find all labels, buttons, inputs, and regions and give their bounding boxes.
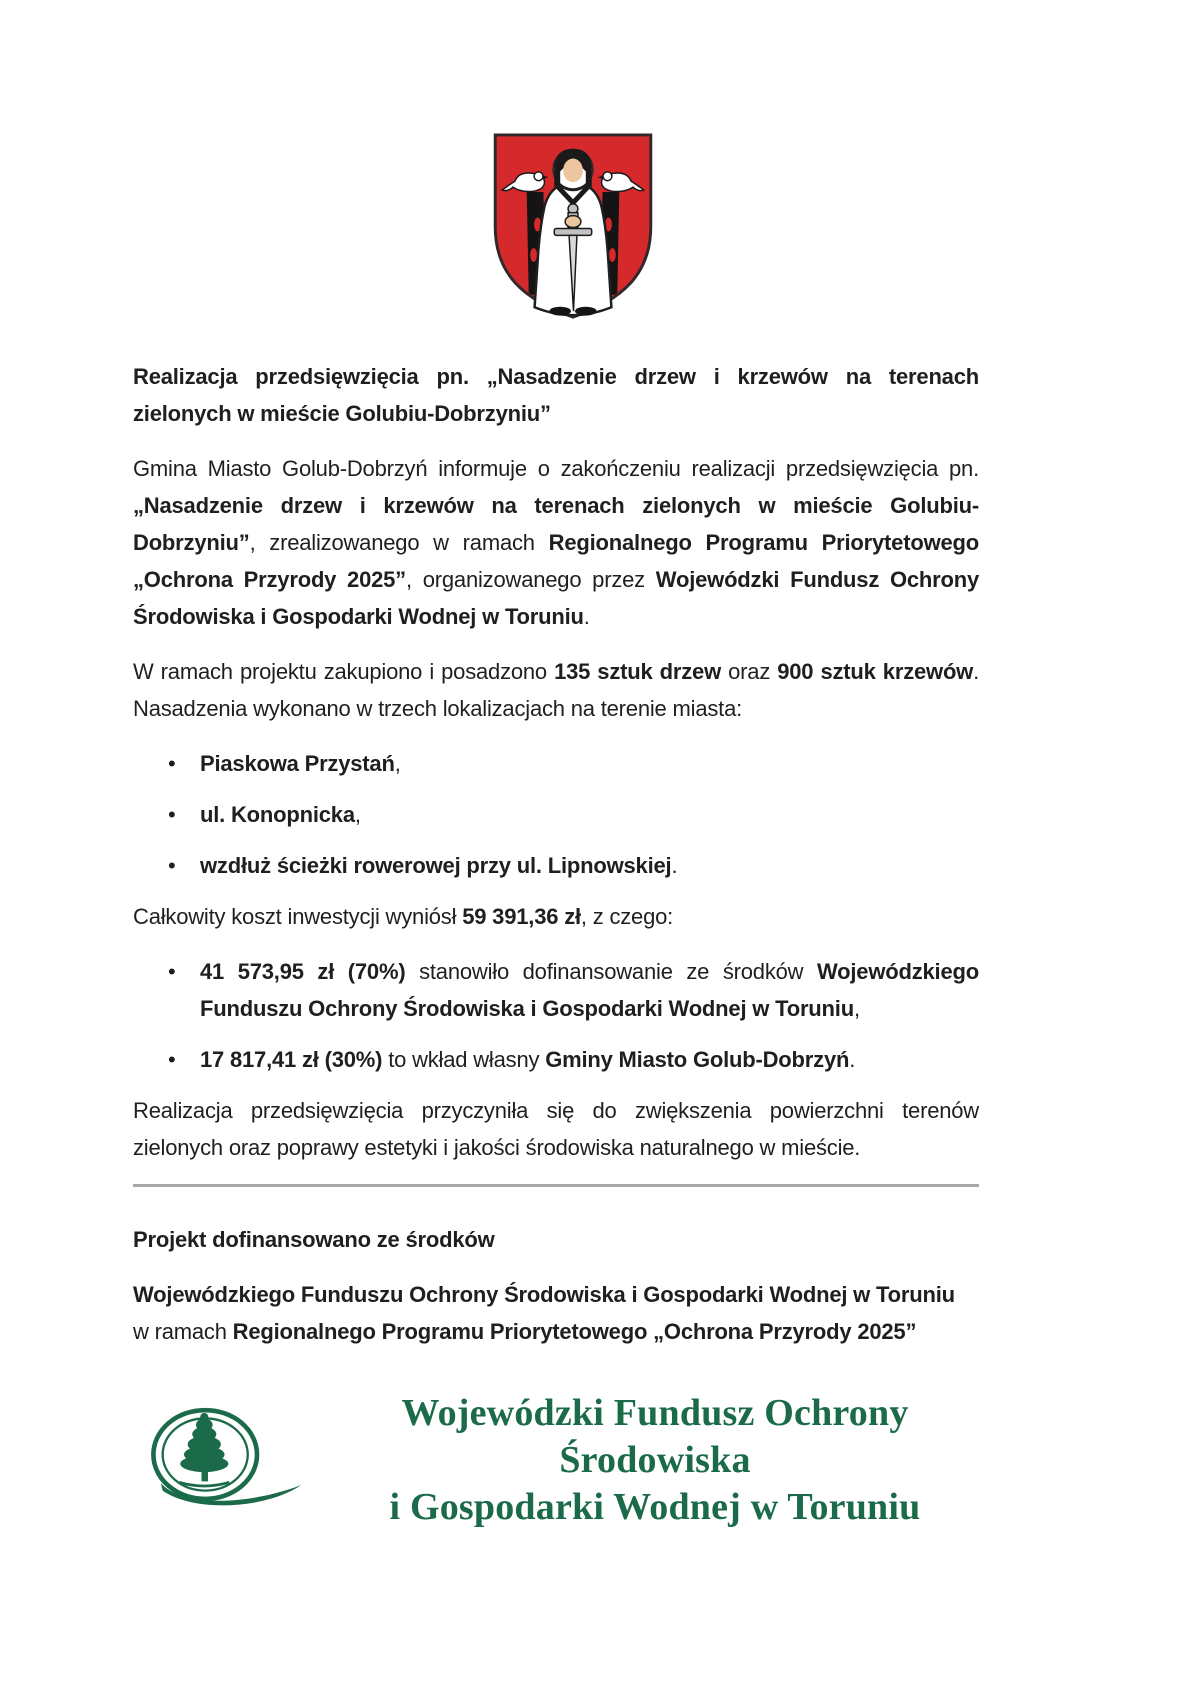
bullet-icon: • bbox=[168, 959, 176, 984]
text-run: w ramach bbox=[133, 1319, 233, 1344]
text-run-bold: „Nasadzenie drzew i krzewów na terenach zielonych w mieście Golubiu-Dobrzyniu” bbox=[133, 493, 979, 555]
paragraph bbox=[133, 450, 979, 635]
wfosigw-logo bbox=[146, 1390, 979, 1531]
text-run: . bbox=[849, 1047, 856, 1072]
wfosigw-logo-line2: i Gospodarki Wodnej w Toruniu bbox=[389, 1486, 921, 1528]
text-run: . Nasadzenia wykonano w trzech lokalizacjach na terenie miasta: bbox=[133, 659, 980, 721]
section-divider bbox=[133, 1184, 979, 1187]
paragraph bbox=[133, 1092, 979, 1166]
bullet-icon: • bbox=[168, 853, 176, 878]
wfosigw-logo-text bbox=[331, 1390, 979, 1531]
list-item bbox=[133, 1041, 979, 1078]
text-run: to wkład własny bbox=[382, 1047, 546, 1072]
text-run: oraz bbox=[721, 659, 778, 684]
wfosigw-logo-line1: Wojewódzki Fundusz Ochrony Środowiska bbox=[401, 1392, 909, 1481]
list-item-text bbox=[200, 847, 979, 884]
bullet-icon: • bbox=[168, 1047, 176, 1072]
text-run-bold: 17 817,41 zł (30%) bbox=[200, 1047, 383, 1072]
text-run: Realizacja przedsięwzięcia przyczyniła się do zwiększenia powierzchni terenów zielonych oraz poprawy estetyki i jakości środowiska naturalnego w mieście. bbox=[133, 1098, 979, 1160]
text-run-bold: Regionalnego Programu Priorytetowego „Ochrona Przyrody 2025” bbox=[133, 530, 979, 592]
coat-of-arms bbox=[0, 0, 1200, 322]
text-run: , bbox=[394, 751, 401, 776]
bullet-icon: • bbox=[168, 802, 176, 827]
text-run-bold: 41 573,95 zł (70%) bbox=[200, 959, 406, 984]
list-item bbox=[133, 953, 979, 1027]
list-item-text bbox=[200, 953, 979, 1027]
list-item bbox=[133, 796, 979, 833]
text-run-bold: Gminy Miasto Golub-Dobrzyń bbox=[545, 1047, 850, 1072]
document-body bbox=[133, 358, 979, 1350]
bullet-icon: • bbox=[168, 751, 176, 776]
text-run-bold: Regionalnego Programu Priorytetowego „Ochrona Przyrody 2025” bbox=[232, 1319, 917, 1344]
text-run: , bbox=[853, 996, 860, 1021]
text-run-bold: 135 sztuk drzew bbox=[554, 659, 722, 684]
text-run: . bbox=[671, 853, 678, 878]
text-run: , zrealizowanego w ramach bbox=[249, 530, 549, 555]
text-run-bold: ul. Konopnicka bbox=[200, 802, 355, 827]
text-run: Całkowity koszt inwestycji wyniósł bbox=[133, 904, 463, 929]
text-run-bold: wzdłuż ścieżki rowerowej przy ul. Lipnowskiej bbox=[200, 853, 672, 878]
text-run-bold: Wojewódzkiego Funduszu Ochrony Środowiska i Gospodarki Wodnej w Toruniu bbox=[133, 1282, 955, 1307]
paragraph bbox=[133, 1276, 979, 1350]
text-run: , z czego: bbox=[580, 904, 674, 929]
paragraph bbox=[133, 653, 979, 727]
text-run: , bbox=[354, 802, 361, 827]
wfosigw-tree-emblem-icon bbox=[146, 1405, 331, 1517]
text-run: stanowiło dofinansowanie ze środków bbox=[405, 959, 817, 984]
golub-dobrzyn-coat-of-arms-icon bbox=[489, 130, 657, 322]
text-run-bold: Projekt dofinansowano ze środków bbox=[133, 1227, 495, 1252]
text-run-bold: 59 391,36 zł bbox=[462, 904, 581, 929]
text-run-bold: Wojewódzki Fundusz Ochrony Środowiska i Gospodarki Wodnej w Toruniu bbox=[133, 567, 980, 629]
paragraph bbox=[133, 898, 979, 935]
text-run-bold: 900 sztuk krzewów bbox=[777, 659, 974, 684]
text-run-bold: Wojewódzkiego Funduszu Ochrony Środowiska i Gospodarki Wodnej w Toruniu bbox=[200, 959, 979, 1021]
text-run-bold: Realizacja przedsięwzięcia pn. „Nasadzenie drzew i krzewów na terenach zielonych w mieście Golubiu-Dobrzyniu” bbox=[133, 364, 979, 426]
text-run: . bbox=[583, 604, 590, 629]
text-run: Gmina Miasto Golub-Dobrzyń informuje o zakończeniu realizacji przedsięwzięcia pn. bbox=[133, 456, 979, 481]
text-run: W ramach projektu zakupiono i posadzono bbox=[133, 659, 555, 684]
list-item-text bbox=[200, 745, 979, 782]
list-item bbox=[133, 847, 979, 884]
text-run: , organizowanego przez bbox=[405, 567, 656, 592]
paragraph bbox=[133, 1221, 979, 1258]
document-title bbox=[133, 358, 979, 432]
text-run-bold: Piaskowa Przystań bbox=[200, 751, 395, 776]
list-item-text bbox=[200, 796, 979, 833]
list-item bbox=[133, 745, 979, 782]
list-item-text bbox=[200, 1041, 979, 1078]
